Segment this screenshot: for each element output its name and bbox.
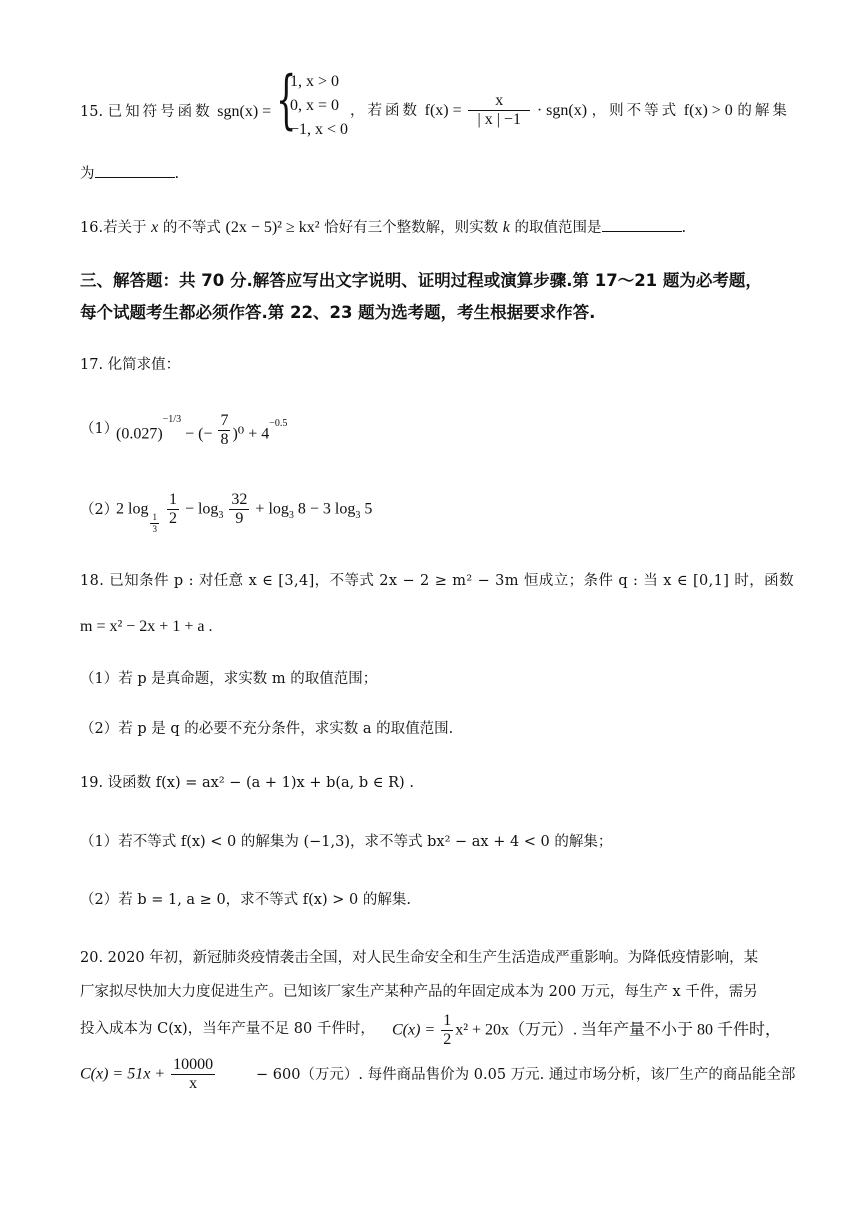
q15-intro: 已知符号函数 (107, 104, 213, 120)
q15-piecewise (276, 63, 349, 142)
q20-line3-text: 投入成本为 C(x)，当年产量不足 80 千件时， (80, 1021, 375, 1037)
q20-line3-frac-num: 1 (441, 1012, 453, 1031)
q18-line2: m = x² − 2x + 1 + a . (80, 618, 213, 635)
q17-p1-expr (116, 412, 288, 450)
q17-p2-frac2-num: 32 (229, 491, 249, 510)
section-heading-line1: 三、解答题：共 70 分.解答应写出文字说明、证明过程或演算步骤.第 17～21 题为必考题， (80, 271, 762, 290)
q16-text-a: 若关于 (103, 220, 147, 236)
q15-tail: ，则不等式 (591, 102, 680, 119)
q17-p1-frac-num: 7 (218, 412, 230, 431)
q20-line4-rhs: − 600（万元）. 每件商品售价为 0.05 万元. 通过市场分析，该厂生产的商品能全部 (256, 1067, 796, 1083)
q15-f-tail: · sgn(x) (536, 101, 588, 119)
section-heading-line2: 每个试题考生都必须作答.第 22、23 题为选考题，考生根据要求作答. (80, 303, 596, 322)
q17-p1-part-b: − (− (181, 425, 213, 443)
answer-blank (95, 165, 175, 178)
q15-case-3: −1, x < 0 (290, 121, 349, 138)
q20-line4-lhs: C(x) = 51x + (80, 1065, 166, 1083)
q17-title: 17. 化简求值： (80, 357, 181, 373)
q18-part2: （2）若 p 是 q 的必要不充分条件，求实数 a 的取值范围. (80, 721, 454, 737)
q17-p2-base-den: 3 (152, 523, 157, 534)
q15-case-1: 1, x > 0 (290, 73, 340, 90)
brace-icon: { (276, 63, 297, 137)
q17-p2-log-base (150, 512, 159, 534)
q18-line1: 18. 已知条件 p : 对任意 x ∈ [3,4]，不等式 2x − 2 ≥ m² − 3m 恒成立；条件 q : 当 x ∈ [0,1] 时，函数 (80, 573, 794, 589)
q20-line3-frac-den: 2 (443, 1031, 452, 1049)
q17-p2-part-d: 8 − 3 log (293, 500, 356, 518)
q17-p1-exponent2: −0.5 (269, 418, 288, 430)
q15-line2-text: 为 (80, 166, 95, 182)
q17-p2-label: （2） (80, 502, 119, 518)
q15-ineq: f(x) > 0 (683, 101, 733, 119)
question-16: 16.若关于 x 的不等式 (2x − 5)² ≥ kx² 恰好有三个整数解，则实数 k 的取值范围是 . (80, 219, 687, 236)
q15-mid: ，若函数 (350, 102, 420, 119)
q17-p2-frac2-den: 9 (235, 510, 244, 528)
section-heading (80, 265, 780, 329)
q15-fraction (468, 92, 530, 130)
q18-part1: （1）若 p 是真命题，求实数 m 的取值范围； (80, 671, 378, 687)
q20-line4-expr (80, 1056, 217, 1094)
q17-p2-sub2: 3 (288, 509, 294, 521)
q17-p2-expr (116, 491, 372, 534)
q15-number: 15. (80, 104, 104, 120)
q17-part2 (80, 485, 780, 535)
q20-line2: 厂家拟尽快加大力度促进生产。已知该厂家生产某种产品的年固定成本为 200 万元，每生产 x 千件，需另 (80, 984, 758, 1000)
q17-p2-frac1-num: 1 (167, 491, 179, 510)
q17-p2-fraction1 (167, 491, 179, 529)
q16-text-d: 的取值范围是 (514, 220, 602, 236)
q17-p1-base: (0.027) (116, 425, 163, 443)
q17-p1-label: （1） (80, 421, 119, 437)
q19-part1: （1）若不等式 f(x) < 0 的解集为 (−1,3)，求不等式 bx² − ax + 4 < 0 的解集； (80, 834, 613, 850)
q15-line1-rest (350, 92, 790, 130)
q16-text-c: 恰好有三个整数解，则实数 (324, 220, 499, 236)
q19-part2: （2）若 b = 1, a ≥ 0，求不等式 f(x) > 0 的解集. (80, 892, 411, 908)
q15-sgn-lhs: sgn(x) = (217, 103, 272, 120)
q17-p2-fraction2 (229, 491, 249, 529)
q15-line1 (80, 104, 271, 120)
q16-var-x: x (151, 219, 159, 236)
q17-p1-part-c: )⁰ + 4 (232, 425, 270, 443)
q16-var-k: k (502, 219, 510, 236)
q15-case-2: 0, x = 0 (290, 97, 340, 114)
q17-p2-part-e: 5 (360, 500, 373, 518)
q16-text-b: 的不等式 (162, 220, 221, 236)
q17-p1-fraction (218, 412, 230, 450)
q20-line3 (80, 1012, 780, 1052)
q16-number: 16. (80, 220, 104, 236)
q20-line4-frac-num: 10000 (171, 1056, 215, 1075)
q15-line2: 为 . (80, 166, 180, 182)
q17-p2-part-a: 2 log (116, 500, 149, 518)
q17-p2-sub3: 3 (355, 509, 361, 521)
q17-p2-base-num: 1 (152, 512, 157, 523)
q20-line4 (80, 1052, 796, 1102)
q20-line3-fraction (441, 1012, 453, 1050)
q19-title: 19. 设函数 f(x) = ax² − (a + 1)x + b(a, b ∈ R) . (80, 775, 414, 791)
q20-line3-expr (392, 1012, 781, 1050)
q15-tail2: 的解集 (737, 102, 790, 119)
q20-line3-lhs: C(x) = (392, 1021, 436, 1039)
question-15 (80, 63, 790, 150)
q20-line1: 20. 2020 年初，新冠肺炎疫情袭击全国，对人民生命安全和生产生活造成严重影响。为降低疫情影响，某 (80, 950, 759, 966)
q15-frac-den: | x | −1 (477, 111, 521, 129)
q16-inequality: (2x − 5)² ≥ kx² (225, 219, 320, 236)
q17-p2-frac1-den: 2 (168, 510, 177, 528)
q15-frac-num: x (468, 92, 530, 111)
q15-f-lhs: f(x) = (424, 101, 462, 119)
q20-line3-rhs: x² + 20x（万元）. 当年产量不小于 80 千件时， (455, 1021, 782, 1039)
q17-p2-part-c: + log (251, 500, 289, 518)
q17-part1 (80, 402, 780, 452)
q20-line4-frac-den: x (189, 1075, 198, 1093)
q17-p2-sub1: 3 (218, 509, 224, 521)
q17-p2-part-b: − log (180, 500, 219, 518)
q17-p1-exponent: −1/3 (162, 414, 182, 426)
q17-p1-frac-den: 8 (220, 431, 229, 449)
q20-line4-fraction (171, 1056, 215, 1094)
answer-blank (602, 219, 682, 232)
